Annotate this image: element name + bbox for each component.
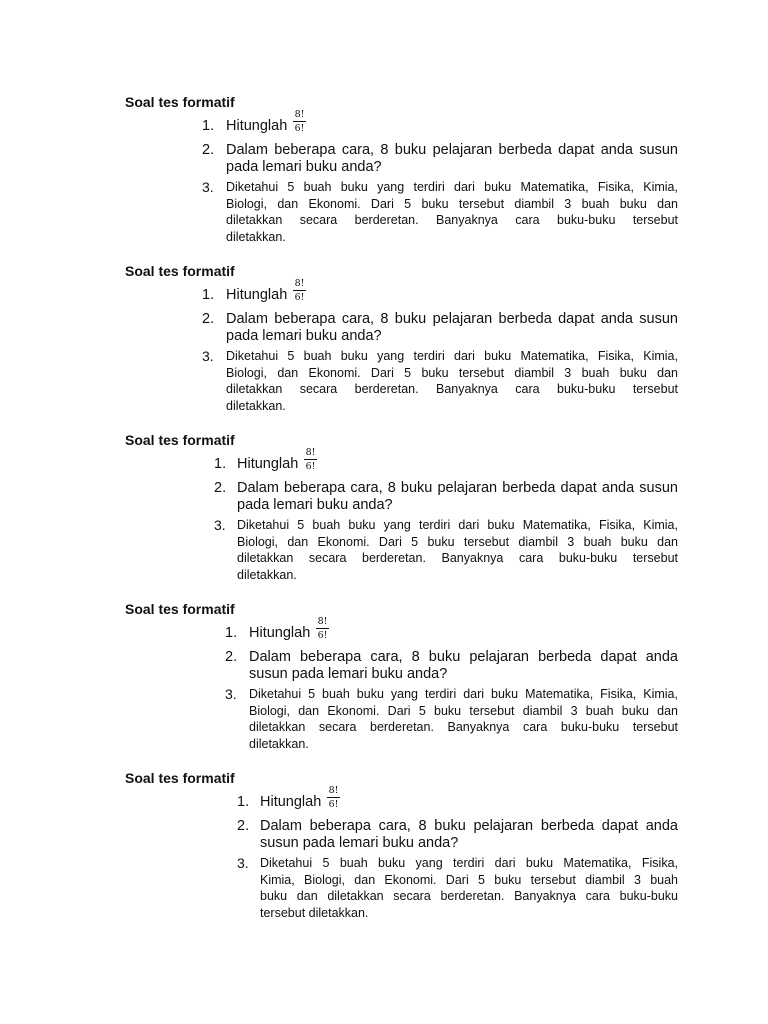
fraction-denominator: 6! [317,630,328,641]
question-text [237,517,678,583]
question-number: 1. [202,118,215,134]
question-item [0,517,768,587]
text-line: pada lemari buku anda? [226,328,382,344]
text-line: Kimia, Biologi, dan Ekonomi. Dari 5 buku tersebut diambil 3 buah [260,872,678,887]
question-item [0,818,768,854]
text-line: buku dan diletakkan secara berderetan. Banyaknya cara buku-buku [260,889,678,903]
text-line: Diketahui 5 buah buku yang terdiri dari buku Matematika, Fisika, Kimia, [226,180,678,194]
question-item [0,649,768,685]
question-number: 2. [237,818,250,834]
fraction-bar [304,459,317,460]
fraction [293,109,306,134]
question-number: 1. [202,287,215,303]
text-line: pada lemari buku anda? [237,497,393,513]
question-number: 3. [237,855,249,871]
text-line: diletakkan secara berderetan. Banyaknya cara buku-buku tersebut [249,720,678,734]
fraction-numerator: 8! [294,278,305,289]
question-item [0,179,768,249]
text-line: Biologi, dan Ekonomi. Dari 5 buku tersebut diambil 3 buah buku dan [226,365,678,380]
fraction [304,447,317,472]
section [0,770,768,930]
section-title: Soal tes formatif [125,94,235,110]
text-line: Dalam beberapa cara, 8 buku pelajaran berbeda dapat anda susun [226,311,678,327]
question-text [260,855,678,921]
text-line: pada lemari buku anda? [226,159,382,175]
question-text [237,480,678,514]
fraction-bar [316,628,329,629]
question-text [249,649,678,683]
fraction-bar [327,797,340,798]
text-line: Diketahui 5 buah buku yang terdiri dari buku Matematika, Fisika, Kimia, [226,349,678,363]
question-number: 2. [202,142,215,158]
question-text: Hitunglah [237,456,299,472]
text-line: diletakkan secara berderetan. Banyaknya cara buku-buku tersebut [237,551,678,565]
fraction [293,278,306,303]
text-line: diletakkan. [226,398,286,413]
text-line: Diketahui 5 buah buku yang terdiri dari buku Matematika, Fisika, Kimia, [249,687,678,701]
question-number: 2. [225,649,238,665]
question-text: Hitunglah [226,118,288,134]
text-line: diletakkan secara berderetan. Banyaknya cara buku-buku tersebut [226,382,678,396]
fraction [327,785,340,810]
text-line: Biologi, dan Ekonomi. Dari 5 buku tersebut diambil 3 buah buku dan [249,703,678,718]
text-line: Dalam beberapa cara, 8 buku pelajaran berbeda dapat anda [260,818,678,834]
text-line: tersebut diletakkan. [260,905,369,920]
fraction-denominator: 6! [328,799,339,810]
question-text: Hitunglah [260,794,322,810]
question-text [226,179,678,245]
text-line: diletakkan. [237,567,297,582]
question-number: 3. [225,686,237,702]
section-title: Soal tes formatif [125,601,235,617]
text-line: Dalam beberapa cara, 8 buku pelajaran berbeda dapat anda susun [226,142,678,158]
question-item [0,311,768,347]
question-number: 2. [202,311,215,327]
text-line: Diketahui 5 buah buku yang terdiri dari buku Matematika, Fisika, Kimia, [237,518,678,532]
text-line: Diketahui 5 buah buku yang terdiri dari buku Matematika, Fisika, [260,856,678,870]
fraction-denominator: 6! [294,123,305,134]
section [0,94,768,254]
question-number: 3. [214,517,226,533]
section-title: Soal tes formatif [125,263,235,279]
question-item [0,348,768,418]
question-number: 1. [225,625,238,641]
text-line: Dalam beberapa cara, 8 buku pelajaran berbeda dapat anda [249,649,678,665]
section-title: Soal tes formatif [125,432,235,448]
question-number: 2. [214,480,227,496]
section [0,601,768,761]
text-line: susun pada lemari buku anda? [249,666,448,682]
question-text [249,686,678,752]
question-number: 3. [202,348,214,364]
text-line: diletakkan. [249,736,309,751]
question-number: 1. [214,456,227,472]
section [0,432,768,592]
section-title: Soal tes formatif [125,770,235,786]
text-line: susun pada lemari buku anda? [260,835,459,851]
fraction-bar [293,290,306,291]
question-text [226,142,678,176]
question-text [226,348,678,414]
fraction-numerator: 8! [305,447,316,458]
fraction-numerator: 8! [294,109,305,120]
question-number: 3. [202,179,214,195]
question-number: 1. [237,794,250,810]
text-line: Dalam beberapa cara, 8 buku pelajaran berbeda dapat anda susun [237,480,678,496]
section [0,263,768,423]
fraction-denominator: 6! [305,461,316,472]
question-item [0,855,768,925]
question-item [0,142,768,178]
text-line: Biologi, dan Ekonomi. Dari 5 buku tersebut diambil 3 buah buku dan [237,534,678,549]
question-item [0,686,768,756]
text-line: diletakkan secara berderetan. Banyaknya cara buku-buku tersebut [226,213,678,227]
fraction-numerator: 8! [317,616,328,627]
text-line: diletakkan. [226,229,286,244]
fraction-denominator: 6! [294,292,305,303]
question-item [0,480,768,516]
question-text [260,818,678,852]
fraction-numerator: 8! [328,785,339,796]
fraction [316,616,329,641]
text-line: Biologi, dan Ekonomi. Dari 5 buku tersebut diambil 3 buah buku dan [226,196,678,211]
question-text [226,311,678,345]
fraction-bar [293,121,306,122]
question-text: Hitunglah [226,287,288,303]
question-text: Hitunglah [249,625,311,641]
